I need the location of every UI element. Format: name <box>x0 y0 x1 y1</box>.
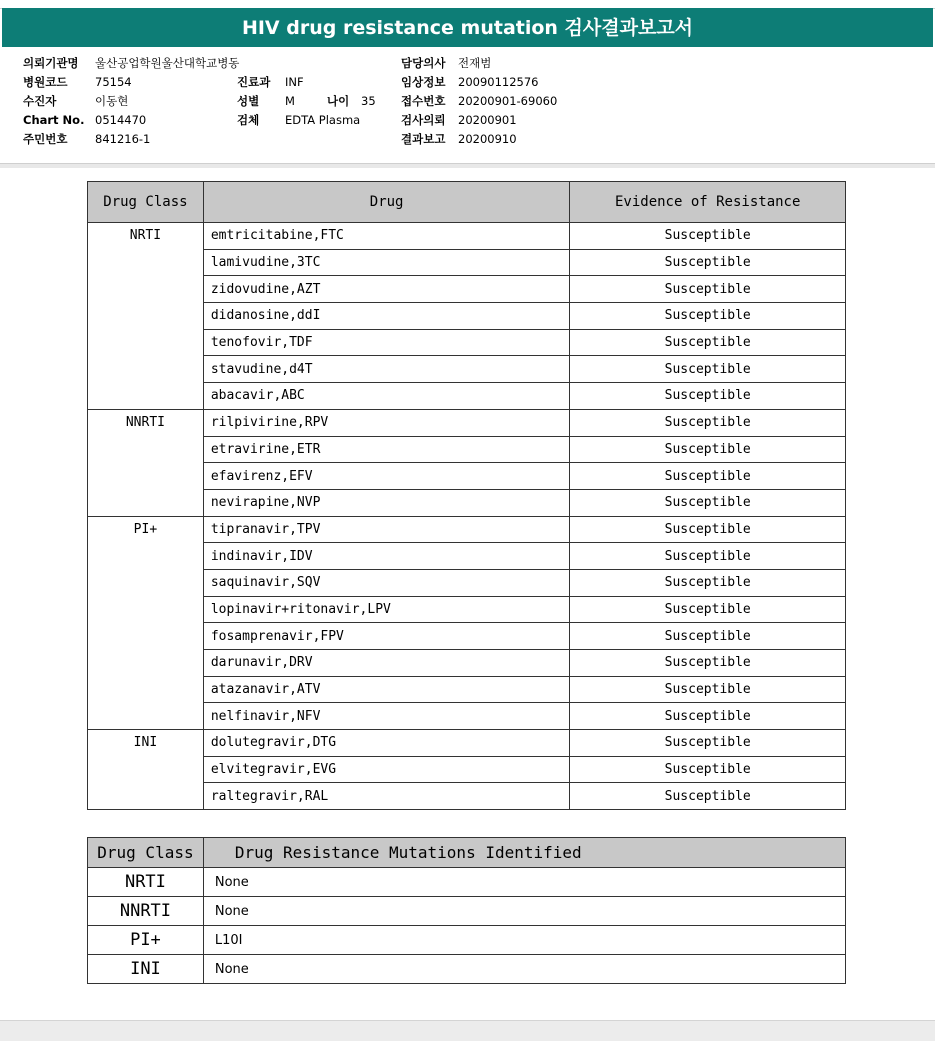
evidence-cell: Susceptible <box>570 676 846 703</box>
resistance-table-body <box>88 223 846 810</box>
evidence-cell: Susceptible <box>570 516 846 543</box>
report-date-value: 20200910 <box>458 132 517 146</box>
info-column-middle <box>237 73 376 130</box>
drug-cell: lamivudine,3TC <box>203 249 570 276</box>
evidence-cell: Susceptible <box>570 783 846 810</box>
doctor-label: 담당의사 <box>401 56 446 70</box>
evidence-cell: Susceptible <box>570 223 846 250</box>
request-date-label: 검사의뢰 <box>401 113 446 127</box>
drug-cell: abacavir,ABC <box>203 383 570 410</box>
mutation-value-cell: None <box>203 868 845 897</box>
table-row <box>88 926 846 955</box>
mutation-table <box>87 837 846 984</box>
evidence-cell: Susceptible <box>570 623 846 650</box>
drug-cell: zidovudine,AZT <box>203 276 570 303</box>
age-label: 나이 <box>327 94 350 108</box>
table-row <box>88 868 846 897</box>
patient-value: 이동현 <box>95 94 129 108</box>
mutation-class-cell: NRTI <box>88 868 204 897</box>
evidence-cell: Susceptible <box>570 249 846 276</box>
header-drug: Drug <box>203 182 570 223</box>
receipt-no-label: 접수번호 <box>401 94 446 108</box>
evidence-cell: Susceptible <box>570 409 846 436</box>
sex-value: M <box>285 94 295 108</box>
drug-cell: darunavir,DRV <box>203 650 570 677</box>
table-row <box>88 516 846 543</box>
mut-header-drug-class: Drug Class <box>88 838 204 868</box>
drug-class-cell: NRTI <box>88 223 204 410</box>
drug-cell: atazanavir,ATV <box>203 676 570 703</box>
drug-cell: rilpivirine,RPV <box>203 409 570 436</box>
institution-value: 울산공업학원울산대학교병동 <box>95 56 240 70</box>
mutation-value-cell: L10I <box>203 926 845 955</box>
header-evidence: Evidence of Resistance <box>570 182 846 223</box>
sex-label: 성별 <box>237 94 260 108</box>
evidence-cell: Susceptible <box>570 569 846 596</box>
dept-value: INF <box>285 75 304 89</box>
drug-class-cell: NNRTI <box>88 409 204 516</box>
evidence-cell: Susceptible <box>570 489 846 516</box>
drug-cell: fosamprenavir,FPV <box>203 623 570 650</box>
institution-label: 의뢰기관명 <box>23 56 79 70</box>
mutation-table-header <box>88 838 846 868</box>
table-row <box>88 955 846 984</box>
evidence-cell: Susceptible <box>570 356 846 383</box>
resistance-table <box>87 181 846 810</box>
drug-cell: emtricitabine,FTC <box>203 223 570 250</box>
evidence-cell: Susceptible <box>570 329 846 356</box>
specimen-value: EDTA Plasma <box>285 113 361 127</box>
clinical-info-value: 20090112576 <box>458 75 539 89</box>
mut-header-mutations: Drug Resistance Mutations Identified <box>203 838 845 868</box>
drug-cell: dolutegravir,DTG <box>203 730 570 757</box>
bottom-status-bar <box>0 1020 935 1041</box>
request-date-value: 20200901 <box>458 113 517 127</box>
drug-cell: tenofovir,TDF <box>203 329 570 356</box>
patient-label: 수진자 <box>23 94 57 108</box>
drug-cell: nelfinavir,NFV <box>203 703 570 730</box>
evidence-cell: Susceptible <box>570 650 846 677</box>
evidence-cell: Susceptible <box>570 596 846 623</box>
mutation-value-cell: None <box>203 955 845 984</box>
drug-class-cell: PI+ <box>88 516 204 730</box>
mutation-class-cell: PI+ <box>88 926 204 955</box>
info-column-right <box>401 54 557 149</box>
evidence-cell: Susceptible <box>570 383 846 410</box>
drug-cell: raltegravir,RAL <box>203 783 570 810</box>
receipt-no-value: 20200901-69060 <box>458 94 558 108</box>
dept-label: 진료과 <box>237 75 271 89</box>
mutation-value-cell: None <box>203 897 845 926</box>
drug-class-cell: INI <box>88 730 204 810</box>
evidence-cell: Susceptible <box>570 276 846 303</box>
mutation-class-cell: NNRTI <box>88 897 204 926</box>
specimen-label: 검체 <box>237 113 260 127</box>
evidence-cell: Susceptible <box>570 463 846 490</box>
drug-cell: tipranavir,TPV <box>203 516 570 543</box>
doctor-value: 전재범 <box>458 56 492 70</box>
table-row <box>88 409 846 436</box>
rrn-label: 주민번호 <box>23 132 68 146</box>
drug-cell: saquinavir,SQV <box>203 569 570 596</box>
resistance-table-header <box>88 182 846 223</box>
mutation-class-cell: INI <box>88 955 204 984</box>
report-title: HIV drug resistance mutation 검사결과보고서 <box>2 8 933 47</box>
evidence-cell: Susceptible <box>570 543 846 570</box>
drug-cell: nevirapine,NVP <box>203 489 570 516</box>
table-row <box>88 897 846 926</box>
evidence-cell: Susceptible <box>570 303 846 330</box>
drug-cell: elvitegravir,EVG <box>203 756 570 783</box>
rrn-value: 841216-1 <box>95 132 151 146</box>
table-row <box>88 730 846 757</box>
info-column-left <box>23 54 239 149</box>
header-drug-class: Drug Class <box>88 182 204 223</box>
drug-cell: lopinavir+ritonavir,LPV <box>203 596 570 623</box>
table-row <box>88 223 846 250</box>
evidence-cell: Susceptible <box>570 756 846 783</box>
evidence-cell: Susceptible <box>570 436 846 463</box>
drug-cell: etravirine,ETR <box>203 436 570 463</box>
header-divider <box>0 163 935 168</box>
mutation-table-body <box>88 868 846 984</box>
clinical-info-label: 임상정보 <box>401 75 446 89</box>
evidence-cell: Susceptible <box>570 703 846 730</box>
evidence-cell: Susceptible <box>570 730 846 757</box>
drug-cell: indinavir,IDV <box>203 543 570 570</box>
drug-cell: didanosine,ddI <box>203 303 570 330</box>
chart-no-label: Chart No. <box>23 113 85 127</box>
age-value: 35 <box>361 94 376 108</box>
drug-cell: efavirenz,EFV <box>203 463 570 490</box>
hospital-code-value: 75154 <box>95 75 132 89</box>
report-date-label: 결과보고 <box>401 132 446 146</box>
chart-no-value: 0514470 <box>95 113 147 127</box>
drug-cell: stavudine,d4T <box>203 356 570 383</box>
hospital-code-label: 병원코드 <box>23 75 68 89</box>
